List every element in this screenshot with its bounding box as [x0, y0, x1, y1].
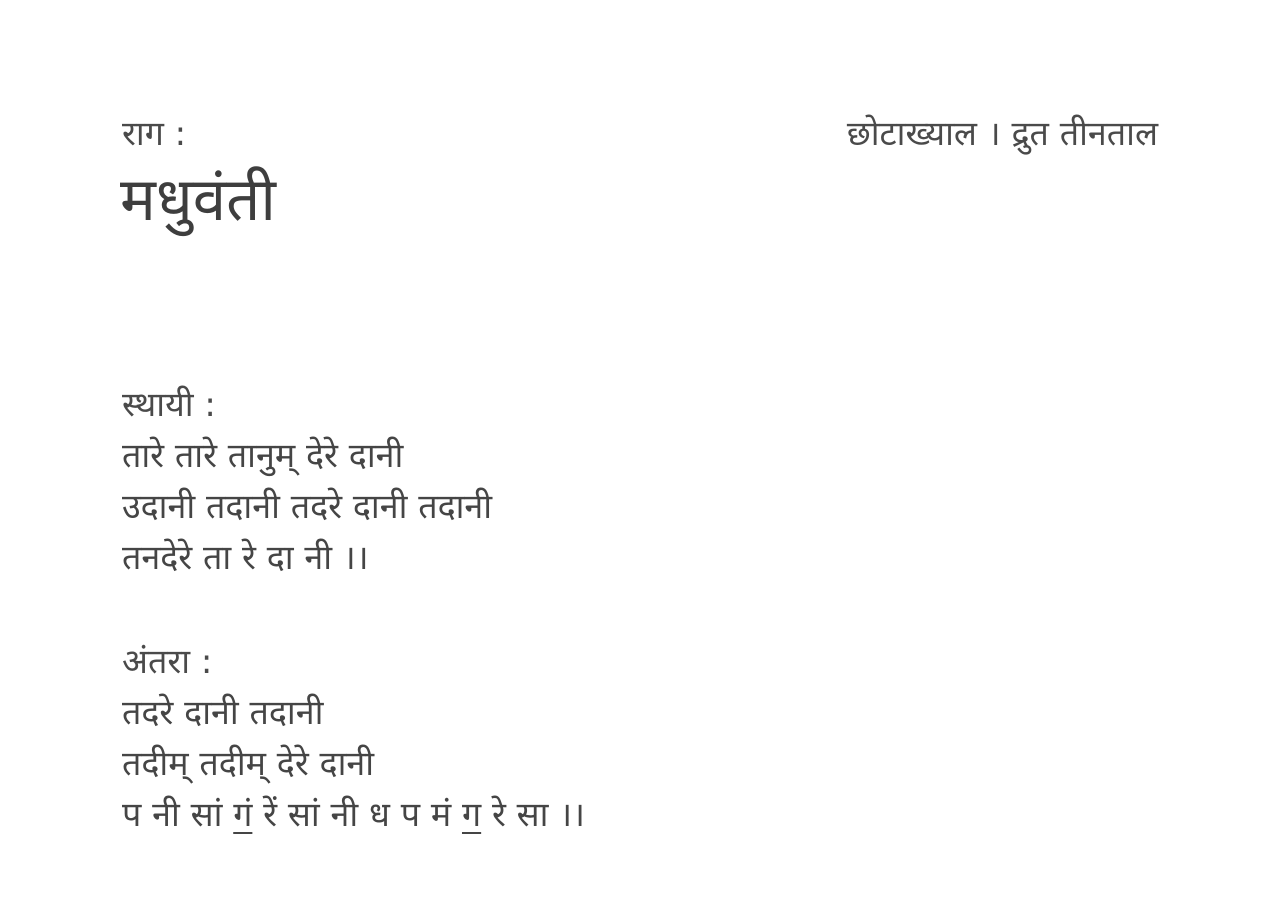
raga-name: मधुवंती: [120, 165, 276, 235]
sthayi-line-1: तारे तारे तानुम् देरे दानी: [122, 436, 404, 476]
note-token: रें: [252, 795, 288, 835]
raga-label: राग :: [122, 114, 187, 154]
style-taal: छोटाख्याल । द्रुत तीनताल: [846, 114, 1158, 154]
antara-heading: अंतरा :: [122, 642, 213, 682]
komal-note: ग: [461, 795, 482, 835]
sthayi-line-2: उदानी तदानी तदरे दानी तदानी: [122, 487, 493, 527]
note-token: प: [122, 795, 153, 835]
note-token: नी: [152, 795, 191, 835]
note-token: रे: [481, 795, 517, 835]
note-token: मं: [430, 795, 462, 835]
note-token: सां: [287, 795, 331, 835]
note-token: प: [400, 795, 431, 835]
note-token: नी: [330, 795, 369, 835]
komal-note: गं: [233, 795, 253, 835]
note-token: ध: [369, 795, 401, 835]
antara-section: [122, 637, 585, 841]
sthayi-line-3: तनदेरे ता रे दा नी ।।: [122, 538, 369, 578]
sthayi-heading: स्थायी :: [122, 385, 216, 425]
note-token: सा ।।: [516, 795, 586, 835]
antara-line-2: तदीम् तदीम् देरे दानी: [122, 744, 375, 784]
sthayi-section: [122, 380, 492, 584]
antara-notation-line: [122, 790, 585, 841]
antara-line-1: तदरे दानी तदानी: [122, 693, 324, 733]
note-token: सां: [190, 795, 234, 835]
